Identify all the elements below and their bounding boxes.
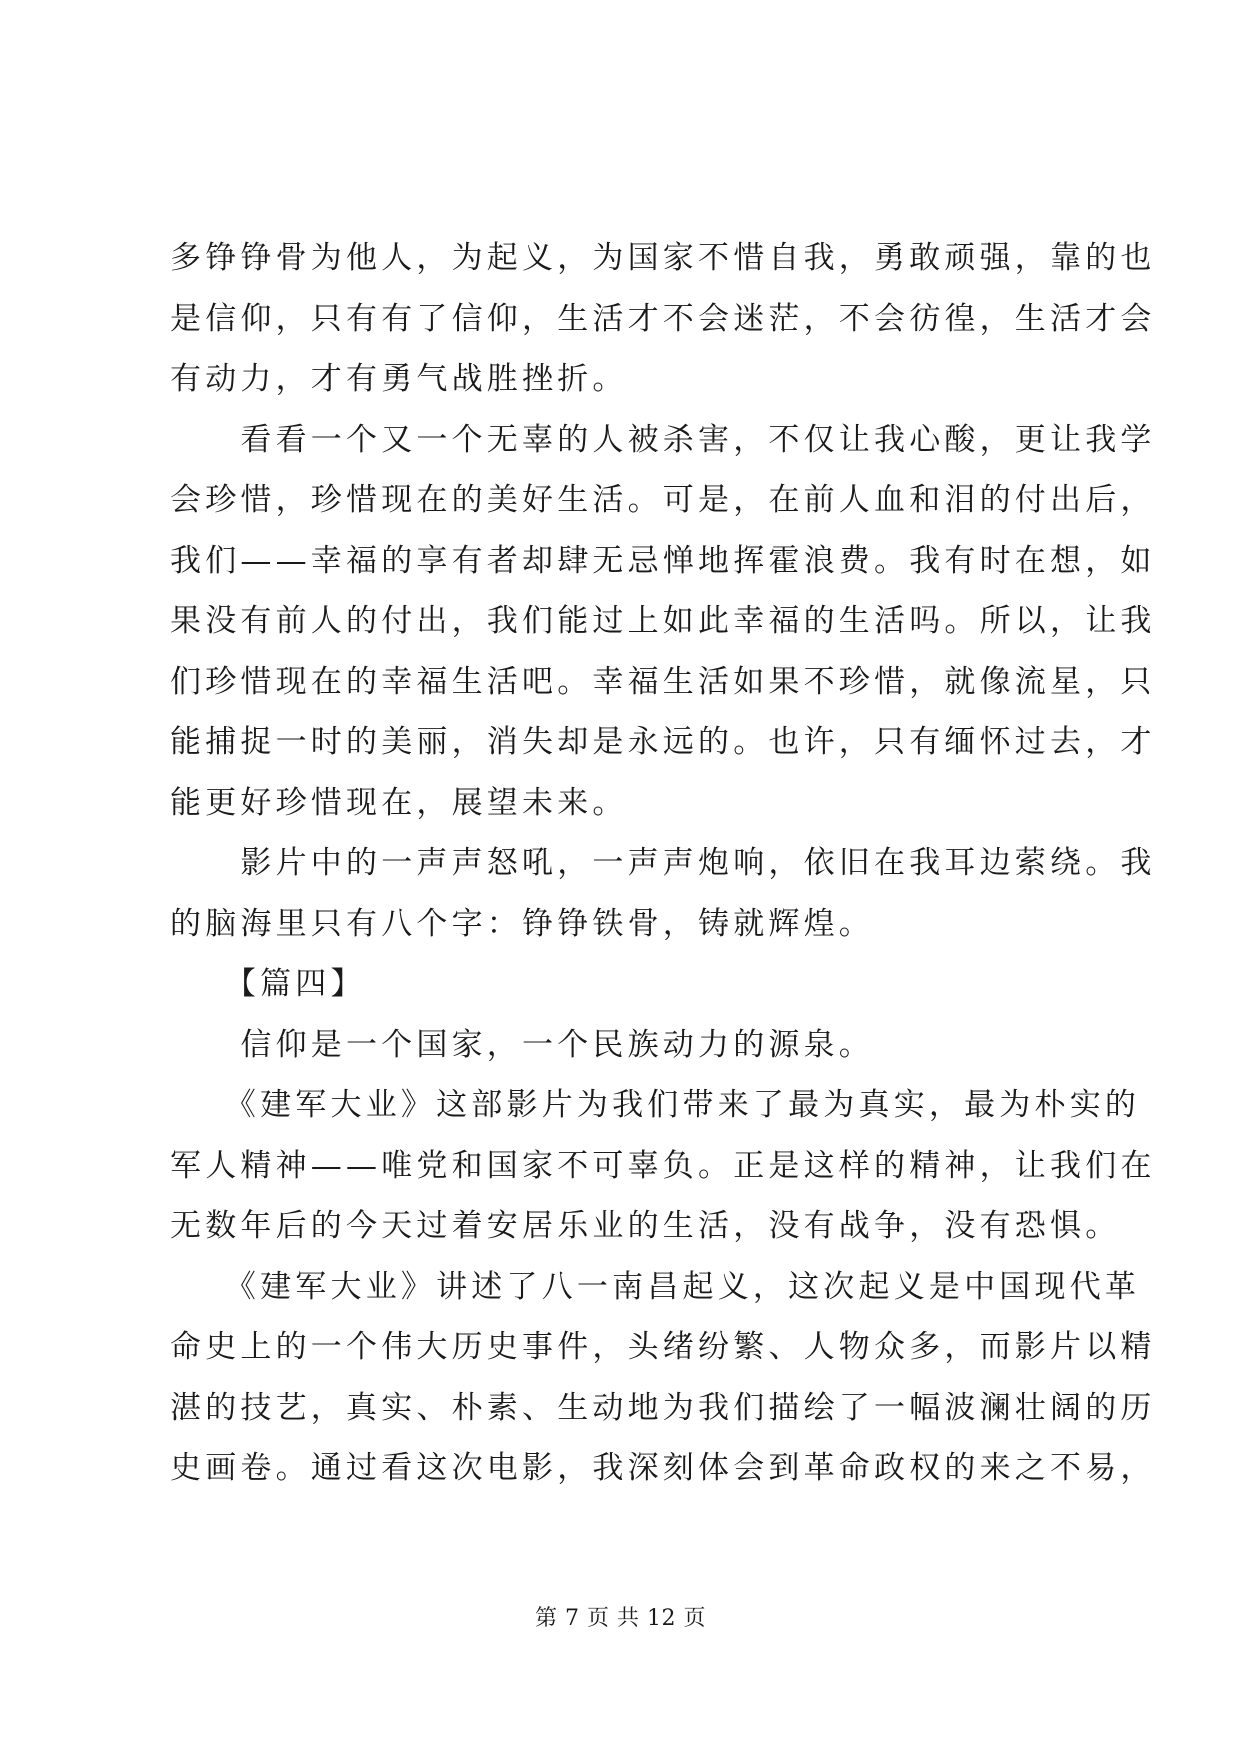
text-line: 能更好珍惜现在，展望未来。 [170,784,628,821]
text-line: 多铮铮骨为他人，为起义，为国家不惜自我，勇敢顽强，靠的也 [170,240,1156,276]
text-line: 会珍惜，珍惜现在的美好生活。可是，在前人血和泪的付出后， [170,482,1156,518]
text-line: 《建军大业》讲述了八一南昌起义，这次起义是中国现代革 [170,1268,1141,1305]
text-line: 湛的技艺，真实、朴素、生动地为我们描绘了一幅波澜壮阔的历 [170,1389,1156,1426]
text-line: 能捕捉一时的美丽，消失却是永远的。也许，只有缅怀过去，才 [170,724,1156,760]
text-line: 影片中的一声声怒吼，一声声炮响，依旧在我耳边萦绕。我 [170,845,1156,881]
text-line: 信仰是一个国家，一个民族动力的源泉。 [170,1026,874,1063]
text-line: 的脑海里只有八个字：铮铮铁骨，铸就辉煌。 [170,905,874,942]
text-line: 看看一个又一个无辜的人被杀害，不仅让我心酸，更让我学 [170,421,1156,458]
text-line: 《建军大业》这部影片为我们带来了最为真实，最为朴实的 [170,1087,1141,1123]
section-heading: 【篇四】 [170,966,366,1002]
text-line: 我们——幸福的享有者却肆无忌惮地挥霍浪费。我有时在想，如 [170,542,1156,579]
text-line: 无数年后的今天过着安居乐业的生活，没有战争，没有恐惧。 [170,1208,1121,1244]
text-line: 果没有前人的付出，我们能过上如此幸福的生活吗。所以，让我 [170,603,1156,639]
text-line: 们珍惜现在的幸福生活吧。幸福生活如果不珍惜，就像流星，只 [170,663,1156,700]
text-line: 有动力，才有勇气战胜挫折。 [170,361,628,397]
text-line: 是信仰，只有有了信仰，生活才不会迷茫，不会彷徨，生活才会 [170,300,1156,337]
page-footer: 第 7 页 共 12 页 [535,1606,706,1631]
text-line: 史画卷。通过看这次电影，我深刻体会到革命政权的来之不易， [170,1450,1156,1486]
text-line: 军人精神——唯党和国家不可辜负。正是这样的精神，让我们在 [170,1147,1156,1184]
text-line: 命史上的一个伟大历史事件，头绪纷繁、人物众多，而影片以精 [170,1329,1156,1365]
document-body [170,228,1156,1499]
